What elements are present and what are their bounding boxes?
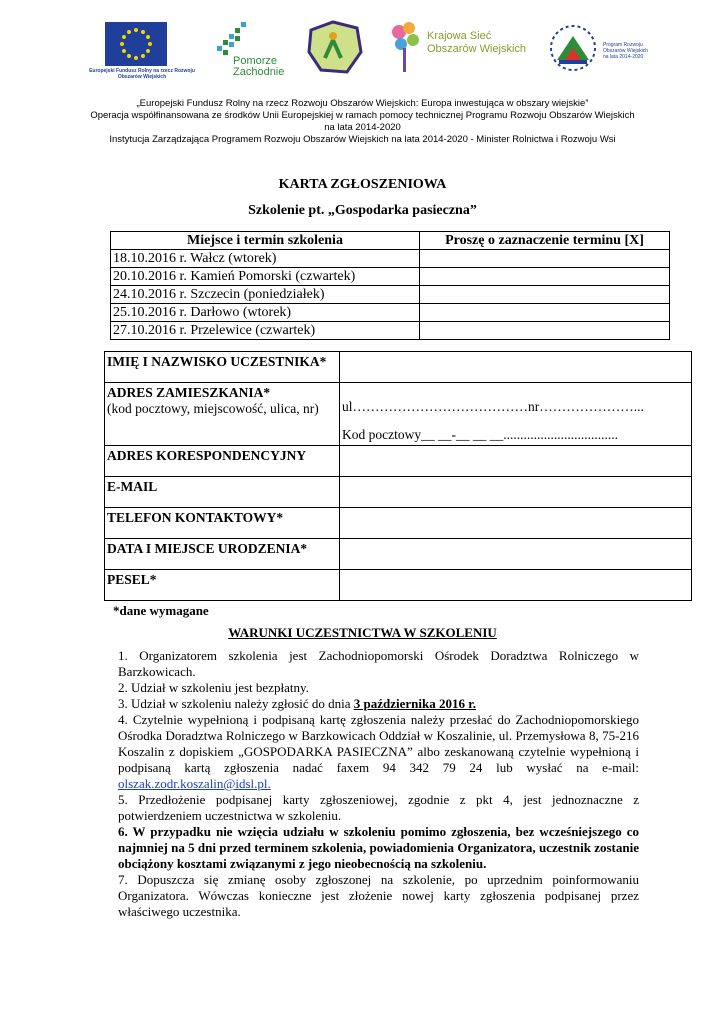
- term-checkbox-cell[interactable]: [420, 304, 670, 322]
- prow-logo: [545, 18, 655, 80]
- pesel-field[interactable]: [340, 570, 692, 601]
- form-row: [105, 352, 692, 383]
- table-row: [111, 268, 670, 286]
- address-street-line: ul…………………………………nr…………………...: [342, 399, 644, 414]
- ksow-text: Krajowa Sieć Obszarów Wiejskich: [427, 30, 527, 55]
- prow-text: Program Rozwoju Obszarów Wiejskich na lata 2014-2020: [603, 42, 649, 60]
- page-title: KARTA ZGŁOSZENIOWA: [278, 177, 447, 192]
- prow-emblem-icon: [545, 18, 601, 78]
- corr-address-label: ADRES KORESPONDENCYJNY: [105, 446, 340, 477]
- terms-table: [110, 231, 670, 340]
- term-checkbox-cell[interactable]: [420, 286, 670, 304]
- table-row: [111, 304, 670, 322]
- page-subtitle: Szkolenie pt. „Gospodarka pasieczna”: [248, 203, 477, 218]
- email-link[interactable]: olszak.zodr.koszalin@idsl.pl.: [118, 776, 271, 791]
- pomorze-mark-icon: [203, 18, 293, 58]
- condition-3-text: 3. Udział w szkoleniu należy zgłosić do dnia: [118, 696, 354, 711]
- conditions-list: [118, 648, 639, 920]
- terms-col-place: Miejsce i termin szkolenia: [111, 232, 420, 250]
- map-icon: [303, 18, 367, 78]
- address-field[interactable]: [340, 383, 692, 446]
- name-label: IMIĘ I NAZWISKO UCZESTNIKA*: [105, 352, 340, 383]
- eu-logo: [89, 18, 195, 80]
- participant-form: [104, 351, 692, 601]
- term-checkbox-cell[interactable]: [420, 250, 670, 268]
- table-row: [111, 286, 670, 304]
- condition-5: 5. Przedłożenie podpisanej karty zgłoszeniowej, zgodnie z pkt 4, jest jednoznaczne z potwierdzeniem uczestnictwa w szkoleniu.: [118, 792, 639, 823]
- eu-flag-icon: [105, 22, 167, 66]
- eu-caption: Europejski Fundusz Rolny na rzecz Rozwoju Obszarów Wiejskich: [89, 68, 195, 80]
- condition-4-text: 4. Czytelnie wypełnioną i podpisaną kartę zgłoszenia należy przesłać do Zachodniopomorskiego Ośrodka Doradztwa Rolniczego w Barzkowicach Oddział w Koszalinie, ul. Przemysłowa 8, 75-216 Koszalin z dopiskiem „GOSPODARKA PASIECZNA” albo zeskanowaną czytelnie wypełnioną i podpisaną kartą zgłoszenia nadać faxem 94 342 79 24 lub wysłać na e-mail:: [118, 712, 639, 775]
- email-field[interactable]: [340, 477, 692, 508]
- email-label: E-MAIL: [105, 477, 340, 508]
- term-cell: 25.10.2016 r. Darłowo (wtorek): [111, 304, 420, 322]
- form-row: [105, 570, 692, 601]
- required-note: *dane wymagane: [113, 603, 209, 618]
- funding-header: [0, 98, 725, 146]
- term-cell: 24.10.2016 r. Szczecin (poniedziałek): [111, 286, 420, 304]
- address-label: [105, 383, 340, 446]
- pomorze-text: Pomorze Zachodnie: [233, 55, 285, 78]
- logo-bar: [89, 18, 705, 80]
- term-checkbox-cell[interactable]: [420, 268, 670, 286]
- address-postal-line: Kod pocztowy__ __-__ __ __..................................: [342, 427, 618, 442]
- terms-col-select: Proszę o zaznaczenie terminu [X]: [420, 232, 670, 250]
- condition-1: 1. Organizatorem szkolenia jest Zachodniopomorski Ośrodek Doradztwa Rolniczego w Barzkowicach.: [118, 648, 639, 679]
- ksow-flower-icon: [385, 18, 425, 78]
- phone-label: TELEFON KONTAKTOWY*: [105, 508, 340, 539]
- birth-label: DATA I MIEJSCE URODZENIA*: [105, 539, 340, 570]
- pomorze-zachodnie-logo: [203, 18, 293, 80]
- term-cell: 18.10.2016 r. Wałcz (wtorek): [111, 250, 420, 268]
- ksow-logo: [385, 18, 535, 80]
- birth-field[interactable]: [340, 539, 692, 570]
- header-line-4: Instytucja Zarządzająca Programem Rozwoju Obszarów Wiejskich na lata 2014-2020 - Minister Rolnictwa i Rozwoju Wsi: [109, 134, 616, 145]
- form-row: [105, 446, 692, 477]
- terms-header-row: [111, 232, 670, 250]
- deadline-date: 3 października 2016 r.: [353, 696, 477, 711]
- phone-field[interactable]: [340, 508, 692, 539]
- condition-2: 2. Udział w szkoleniu jest bezpłatny.: [118, 680, 309, 695]
- header-line-1: „Europejski Fundusz Rolny na rzecz Rozwoju Obszarów Wiejskich: Europa inwestująca w obszary wiejskie”: [136, 98, 589, 109]
- header-line-2: Operacja współfinansowana ze środków Unii Europejskiej w ramach pomocy technicznej Programu Rozwoju Obszarów Wiejskich: [90, 110, 635, 121]
- condition-7: 7. Dopuszcza się zmianę osoby zgłoszonej na szkolenie, po uprzednim poinformowaniu Organizatora. Wówczas konieczne jest złożenie nowej karty zgłoszenia podpisanej przez właściwego uczestnika.: [118, 872, 639, 919]
- condition-3: [118, 696, 639, 712]
- term-checkbox-cell[interactable]: [420, 322, 670, 340]
- condition-6: 6. W przypadku nie wzięcia udziału w szkoleniu pomimo zgłoszenia, bez wcześniejszego co najmniej na 5 dni przed terminem szkolenia, powiadomienia Organizatora, uczestnik zostanie obciążony kosztami związanymi z jego nieobecnością na szkoleniu.: [118, 824, 639, 871]
- header-line-3: na lata 2014-2020: [324, 122, 401, 133]
- term-cell: 27.10.2016 r. Przelewice (czwartek): [111, 322, 420, 340]
- region-map-logo: [303, 18, 367, 80]
- condition-4: [118, 712, 639, 792]
- address-sub-label: (kod pocztowy, miejscowość, ulica, nr): [107, 401, 319, 416]
- pesel-label: PESEL*: [105, 570, 340, 601]
- name-field[interactable]: [340, 352, 692, 383]
- conditions-title: WARUNKI UCZESTNICTWA W SZKOLENIU: [228, 625, 497, 640]
- form-row: [105, 477, 692, 508]
- table-row: [111, 250, 670, 268]
- form-row: [105, 539, 692, 570]
- form-row: [105, 508, 692, 539]
- form-row: [105, 383, 692, 446]
- corr-address-field[interactable]: [340, 446, 692, 477]
- address-label-text: ADRES ZAMIESZKANIA*: [107, 385, 271, 400]
- table-row: [111, 322, 670, 340]
- term-cell: 20.10.2016 r. Kamień Pomorski (czwartek): [111, 268, 420, 286]
